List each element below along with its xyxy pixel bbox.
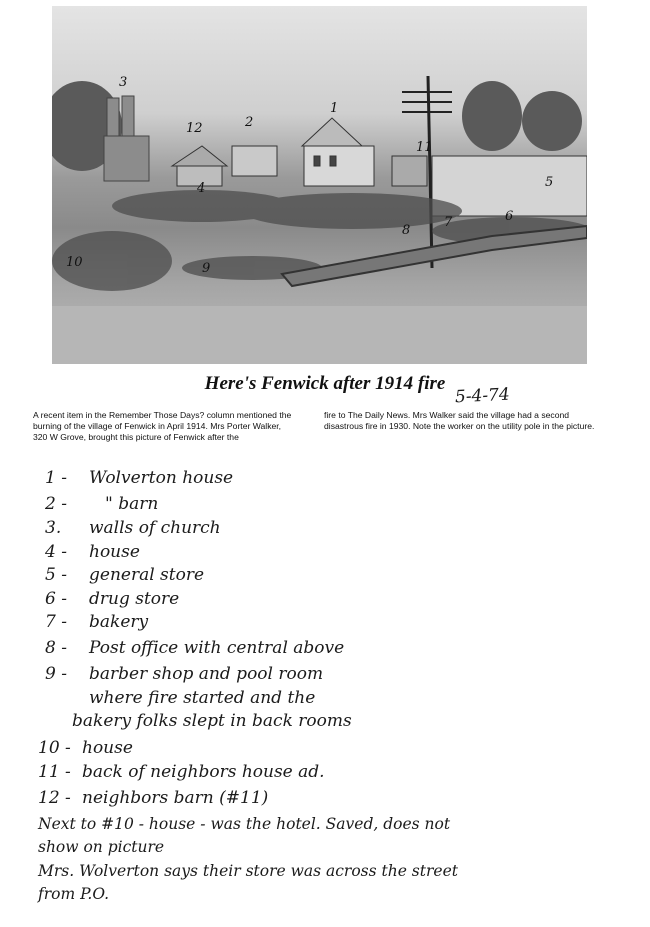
note-item xyxy=(38,762,325,782)
note-item xyxy=(89,688,315,708)
note-number: 11 - xyxy=(38,762,71,782)
caption-left-column: A recent item in the Remember Those Days? column mentioned the burning of the village of Fenwick in April 1914. Mrs Porter Walker, 320 W Grove, brought this picture of Fenwick after the xyxy=(33,410,292,443)
note-text: walls of church xyxy=(89,518,221,538)
note-item xyxy=(38,738,133,758)
note-number: 2 - xyxy=(45,494,67,514)
note-item xyxy=(45,589,179,609)
road xyxy=(52,306,587,364)
note-text: drug store xyxy=(89,589,180,609)
photo-label-5: 5 xyxy=(545,175,554,190)
note-number: 10 - xyxy=(38,738,71,758)
note-text: where fire started and the xyxy=(89,688,316,708)
note-number: 9 - xyxy=(45,664,67,684)
footer-note: show on picture xyxy=(38,838,165,856)
church-walls xyxy=(104,96,149,181)
note-item xyxy=(45,612,148,632)
note-item xyxy=(45,664,323,684)
note-text: neighbors barn (#11) xyxy=(82,788,269,808)
photo-label-1: 1 xyxy=(330,101,339,116)
note-text: barber shop and pool room xyxy=(89,664,324,684)
note-number: 6 - xyxy=(45,589,67,609)
note-text: bakery xyxy=(89,612,149,632)
footer-note: Mrs. Wolverton says their store was across the street xyxy=(38,862,458,880)
note-number: 5 - xyxy=(45,565,67,585)
photo-scene xyxy=(52,6,587,364)
boardwalk xyxy=(282,223,587,286)
note-text: bakery folks slept in back rooms xyxy=(72,711,352,731)
photo-label-6: 6 xyxy=(505,209,514,224)
footer-note: Next to #10 - house - was the hotel. Saved, does not xyxy=(38,815,451,833)
note-text: general store xyxy=(89,565,205,585)
note-item xyxy=(38,788,268,808)
note-number: 4 - xyxy=(45,542,67,562)
headline: Here's Fenwick after 1914 fire xyxy=(204,373,446,394)
photo-label-11: 11 xyxy=(416,140,433,155)
note-item xyxy=(45,565,204,585)
photo-label-10: 10 xyxy=(66,255,83,270)
note-number: 8 - xyxy=(45,638,67,658)
note-number: 12 - xyxy=(38,788,71,808)
caption-right-column: fire to The Daily News. Mrs Walker said the village had a second disastrous fire in 1930. Note the worker on the utility pole in the picture. xyxy=(324,410,595,432)
note-text: back of neighbors house ad. xyxy=(82,762,325,782)
photo-label-7: 7 xyxy=(444,215,453,230)
photo-label-8: 8 xyxy=(402,223,411,238)
handwritten-date: 5-4-74 xyxy=(454,384,511,408)
footer-note: from P.O. xyxy=(38,885,110,903)
photo-label-3: 3 xyxy=(119,75,128,90)
photo-label-4: 4 xyxy=(197,181,206,196)
note-number: 1 - xyxy=(45,468,67,488)
photo-label-12: 12 xyxy=(186,121,203,136)
note-text: Post office with central above xyxy=(89,638,345,658)
photo-label-2: 2 xyxy=(245,115,254,130)
note-item xyxy=(45,638,344,658)
note-number: 7 - xyxy=(45,612,67,632)
note-number: 3. xyxy=(45,518,62,538)
note-text: " barn xyxy=(105,494,159,514)
photo-label-9: 9 xyxy=(202,261,211,276)
newspaper-photo xyxy=(52,6,587,364)
note-item xyxy=(45,494,158,514)
note-item xyxy=(72,711,352,731)
note-item xyxy=(45,542,140,562)
note-text: house xyxy=(89,542,140,562)
note-item xyxy=(45,468,233,488)
note-text: house xyxy=(82,738,133,758)
note-text: Wolverton house xyxy=(89,468,234,488)
note-item xyxy=(45,518,221,538)
